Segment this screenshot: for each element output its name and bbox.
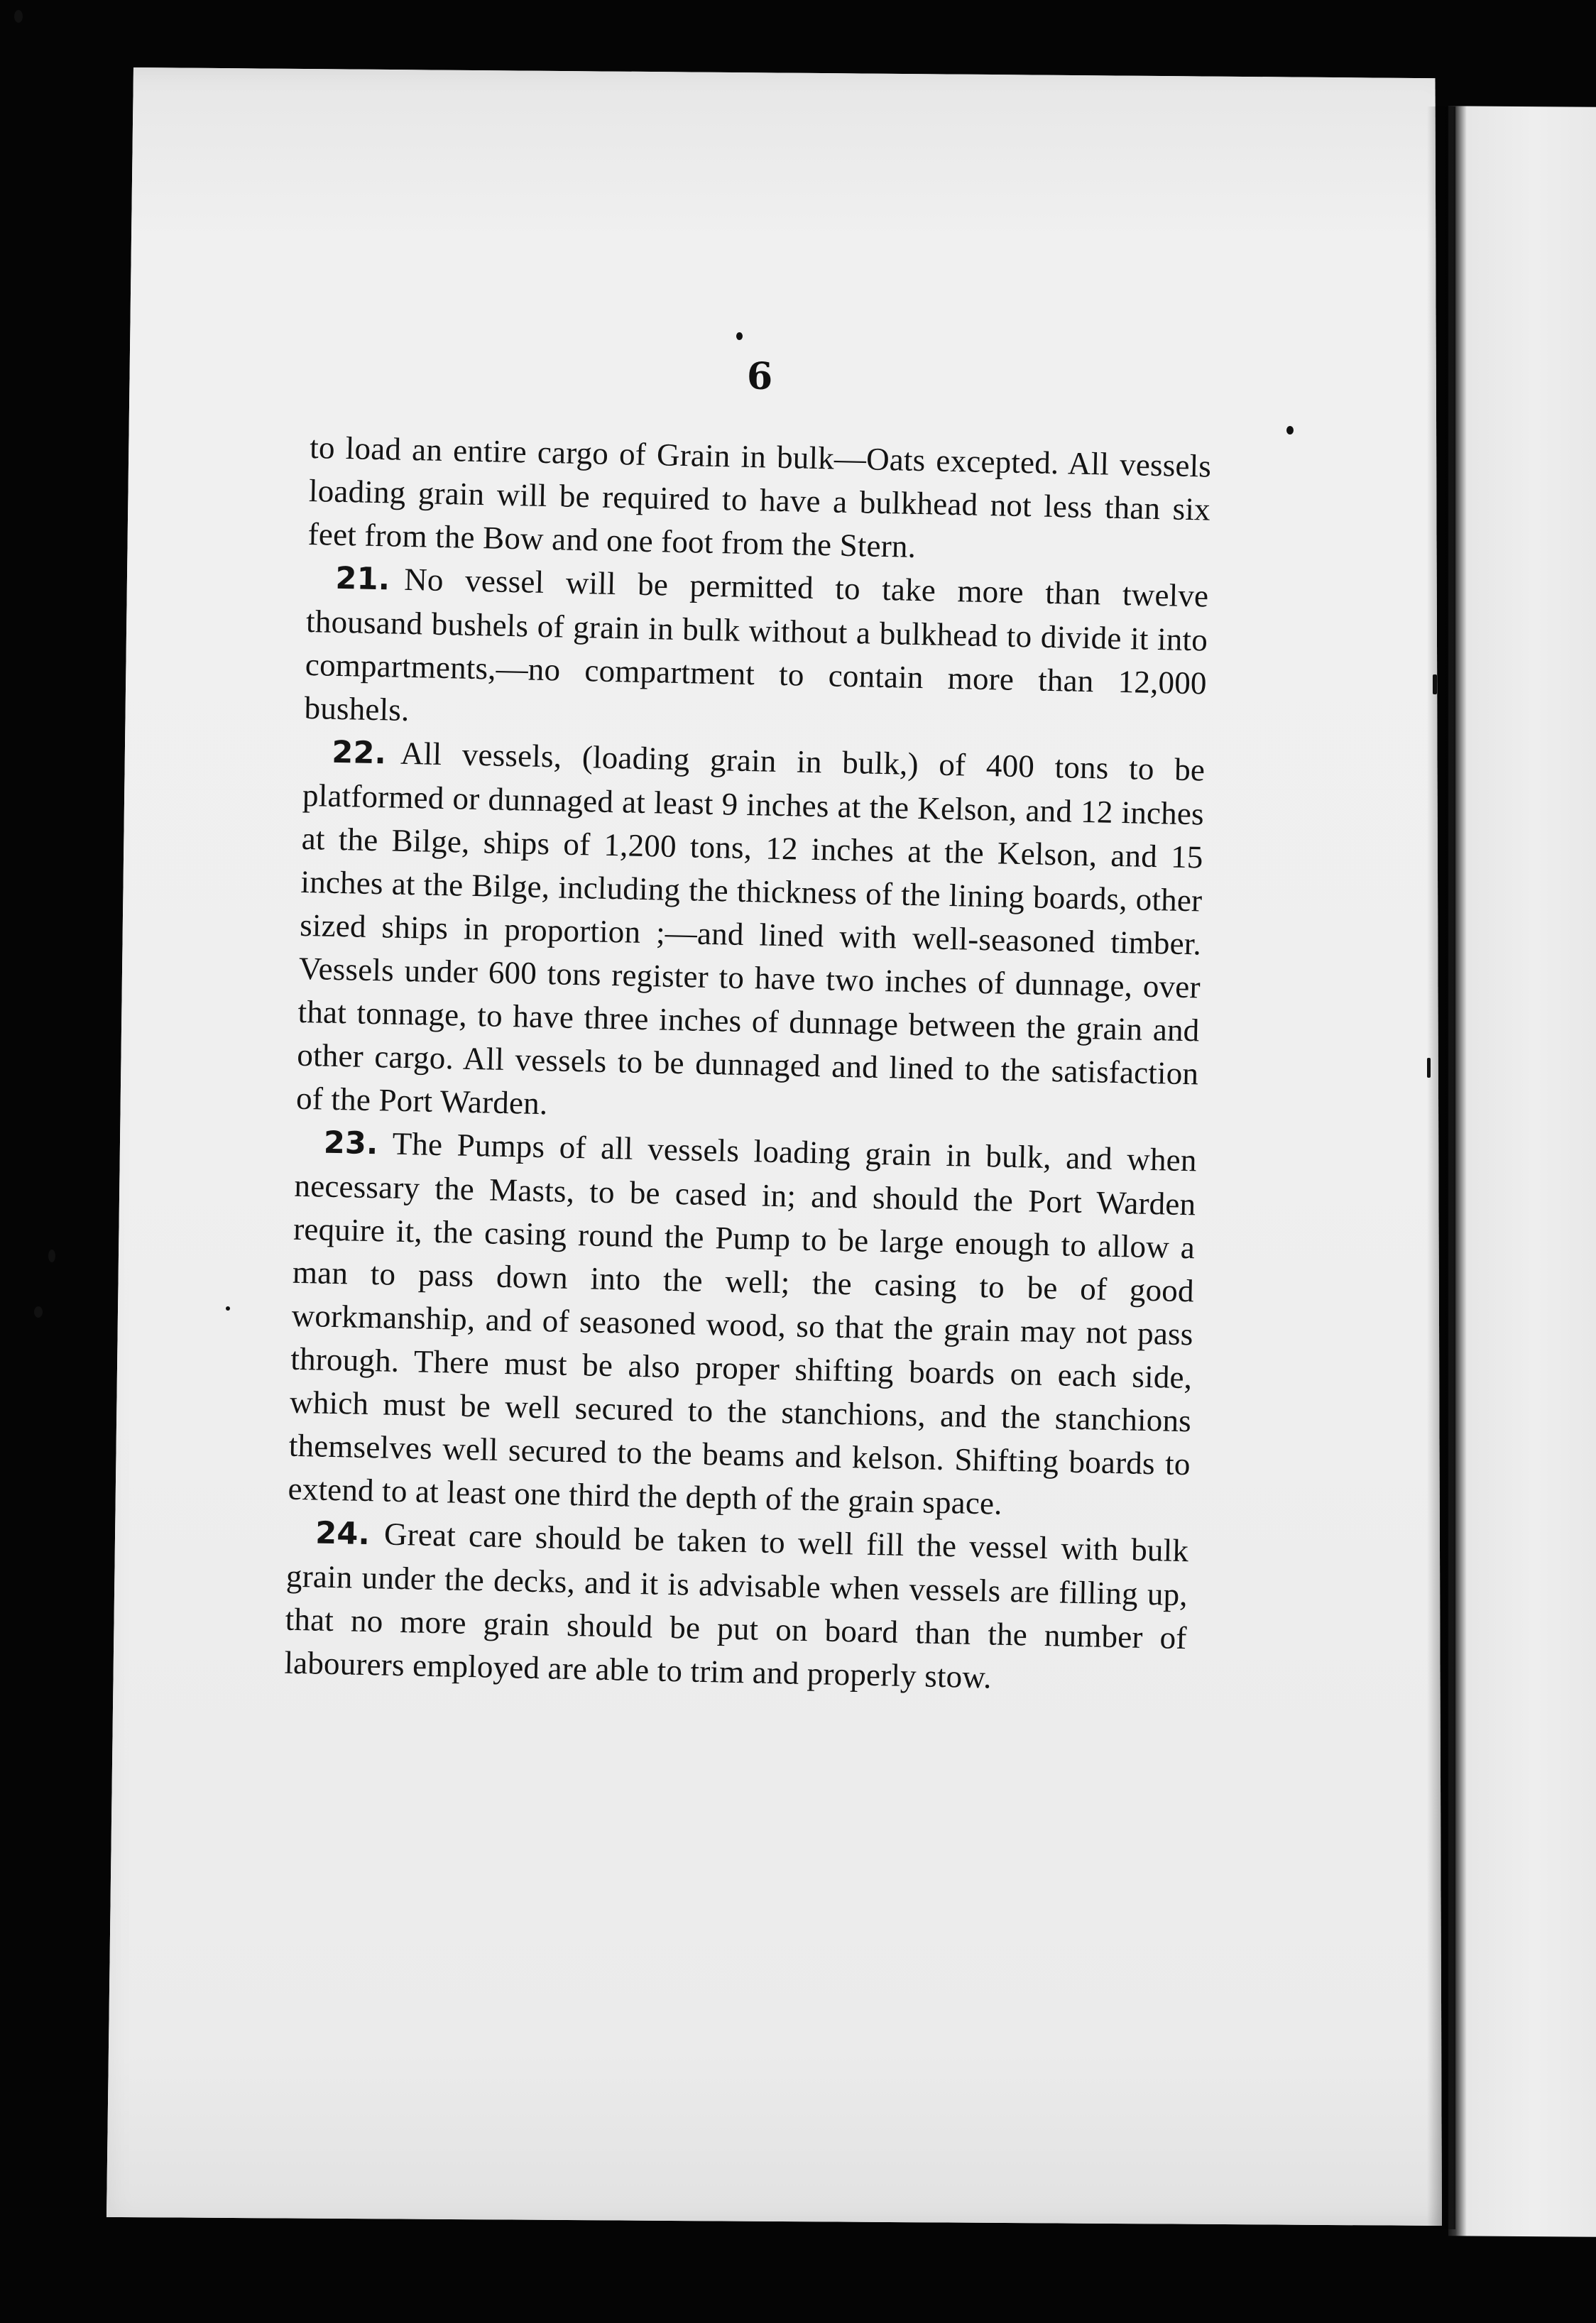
ink-speck xyxy=(1433,674,1437,694)
page-number: 6 xyxy=(747,355,773,398)
paragraph-23 xyxy=(288,1120,1197,1529)
body-text xyxy=(284,426,1212,1703)
ink-speck xyxy=(1427,1058,1431,1078)
page-spine-shadow xyxy=(1427,106,1455,2229)
ink-speck xyxy=(226,1306,230,1311)
paragraph-22 xyxy=(296,730,1206,1139)
paragraph-number: 22. xyxy=(331,734,387,772)
paragraph-continued xyxy=(307,426,1212,575)
ink-speck xyxy=(14,10,23,23)
facing-page-edge xyxy=(1448,106,1596,2236)
paragraph-text: All vessels, (loading grain in bulk,) of 400 tons to be platformed or dunnaged at least 9 inches at the Kelson, and 12 inches at the Bilge, ships of 1,200 tons, 12 inches at the Kelson, and 15 inches at the Bilge, including the thickness of the lining boards, other sized ships in proportion ;—and lined with well-seasoned timber. Vessels under 600 tons register to have two inches of dunnage, over that tonnage, to have three inches of dunnage between the grain and other cargo. All vessels to be dunnaged and lined to the satisfaction of the Port Warden. xyxy=(295,735,1206,1122)
ink-speck xyxy=(1286,426,1294,434)
ink-speck xyxy=(48,1250,55,1262)
paragraph-21 xyxy=(304,556,1209,749)
ink-speck xyxy=(736,332,743,340)
paragraph-text: The Pumps of all vessels loading grain in bulk, and when necessary the Masts, to be cased in; and should the Port Warden require it, the casing round the Pump to be large enough to allow a man to pass down into the well; the casing to be of good workmanship, and of seasoned wood, so that the grain may not pass through. There must be also proper shifting boards on each side, which must be well secured to the stanchions, and the stanchions themselves well secured to the beams and kelson. Shifting boards to extend to at least one third the depth of the grain space. xyxy=(288,1125,1198,1521)
paragraph-number: 21. xyxy=(334,560,390,598)
paragraph-24 xyxy=(284,1511,1189,1704)
paragraph-text: Great care should be taken to well fill the vessel with bulk grain under the decks, and it is advisable when vessels are filling up, that no more grain should be put on board than the number of labourers employed are able to trim and properly stow. xyxy=(283,1516,1189,1695)
ink-speck xyxy=(34,1306,43,1318)
paragraph-number: 24. xyxy=(315,1515,371,1553)
paragraph-number: 23. xyxy=(323,1125,379,1162)
paragraph-text: No vessel will be permitted to take more than twelve thousand bushels of grain in bulk without a bulkhead to divide it into compartments,—no compartment to contain more than 12,000 bushels. xyxy=(304,561,1209,728)
paragraph-text: to load an entire cargo of Grain in bulk—Oats excepted. All vessels loading grain will be required to have a bulkhead not less than six feet from the Bow and one foot from the Stern. xyxy=(307,429,1212,564)
